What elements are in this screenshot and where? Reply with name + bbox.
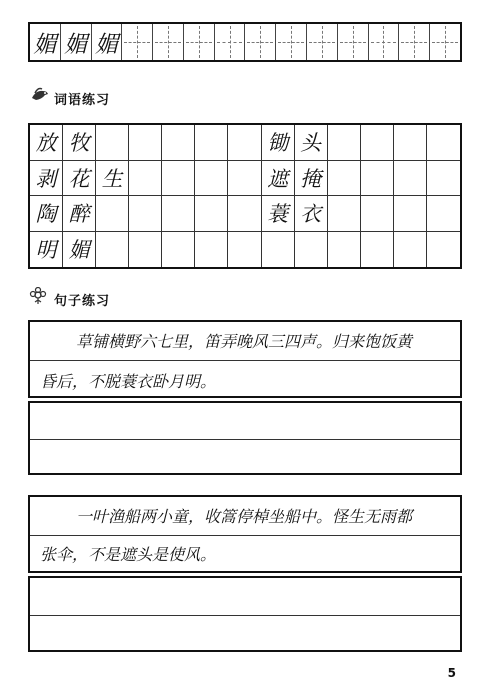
empty-practice-cell xyxy=(129,161,162,197)
empty-practice-cell xyxy=(295,232,328,268)
empty-practice-cell xyxy=(195,196,228,232)
word-character: 牧 xyxy=(63,125,96,161)
practice-cell xyxy=(245,24,276,60)
empty-practice-cell xyxy=(162,125,195,161)
empty-practice-cell xyxy=(328,232,361,268)
practice-character: 媚 xyxy=(64,31,88,58)
empty-practice-cell xyxy=(361,196,394,232)
empty-practice-cell xyxy=(262,232,295,268)
practice-cell xyxy=(369,24,400,60)
flower-icon xyxy=(28,287,48,309)
character-practice-row xyxy=(28,22,462,62)
empty-practice-cell xyxy=(96,232,129,268)
model-sentence-box xyxy=(28,495,462,573)
word-character: 锄 xyxy=(262,125,295,161)
word-character: 掩 xyxy=(295,161,328,197)
word-character: 陶 xyxy=(30,196,63,232)
empty-practice-cell xyxy=(195,232,228,268)
word-section-title: 词语练习 xyxy=(54,93,111,108)
empty-practice-cell xyxy=(129,125,162,161)
practice-cell xyxy=(399,24,430,60)
empty-practice-cell xyxy=(162,232,195,268)
empty-practice-cell xyxy=(361,232,394,268)
word-character: 放 xyxy=(30,125,63,161)
empty-practice-cell xyxy=(427,125,460,161)
sentence-section-title: 句子练习 xyxy=(54,294,111,309)
poem-line: 昏后，不脱蓑衣卧月明。 xyxy=(40,372,217,391)
empty-practice-cell xyxy=(427,161,460,197)
model-sentence-box xyxy=(28,320,462,398)
empty-practice-cell xyxy=(162,161,195,197)
bird-icon xyxy=(30,86,50,108)
practice-cell xyxy=(153,24,184,60)
empty-practice-cell xyxy=(228,125,261,161)
practice-character: 媚 xyxy=(94,31,118,58)
empty-practice-cell xyxy=(328,161,361,197)
empty-practice-cell xyxy=(228,196,261,232)
word-character: 头 xyxy=(295,125,328,161)
practice-cell xyxy=(122,24,153,60)
empty-practice-cell xyxy=(96,125,129,161)
empty-practice-cell xyxy=(394,161,427,197)
writing-practice-box[interactable] xyxy=(28,576,462,652)
word-character: 蓑 xyxy=(262,196,295,232)
word-character: 遮 xyxy=(262,161,295,197)
word-character: 花 xyxy=(63,161,96,197)
empty-practice-cell xyxy=(361,161,394,197)
practice-cell xyxy=(215,24,246,60)
empty-practice-cell xyxy=(195,161,228,197)
empty-practice-cell xyxy=(96,196,129,232)
practice-cell xyxy=(184,24,215,60)
practice-character: 媚 xyxy=(33,31,57,58)
empty-practice-cell xyxy=(162,196,195,232)
writing-practice-box[interactable] xyxy=(28,401,462,475)
empty-practice-cell xyxy=(361,125,394,161)
practice-cell xyxy=(338,24,369,60)
page-number: 5 xyxy=(447,666,456,680)
empty-practice-cell xyxy=(328,196,361,232)
word-character: 明 xyxy=(30,232,63,268)
empty-practice-cell xyxy=(394,232,427,268)
word-character: 醉 xyxy=(63,196,96,232)
empty-practice-cell xyxy=(195,125,228,161)
poem-line: 草铺横野六七里，笛弄晚风三四声。归来饱饭黄 xyxy=(76,332,413,351)
empty-practice-cell xyxy=(427,196,460,232)
empty-practice-cell xyxy=(129,196,162,232)
practice-cell xyxy=(92,24,123,60)
word-character: 剥 xyxy=(30,161,63,197)
empty-practice-cell xyxy=(427,232,460,268)
practice-cell xyxy=(307,24,338,60)
word-character: 衣 xyxy=(295,196,328,232)
poem-line: 一叶渔船两小童，收篙停棹坐船中。怪生无雨都 xyxy=(76,507,413,526)
empty-practice-cell xyxy=(228,161,261,197)
practice-cell xyxy=(276,24,307,60)
poem-line: 张伞，不是遮头是使风。 xyxy=(40,545,217,564)
empty-practice-cell xyxy=(394,196,427,232)
practice-cell xyxy=(61,24,92,60)
practice-cell xyxy=(430,24,460,60)
word-practice-grid xyxy=(28,123,462,269)
word-character: 生 xyxy=(96,161,129,197)
empty-practice-cell xyxy=(328,125,361,161)
empty-practice-cell xyxy=(394,125,427,161)
practice-cell xyxy=(30,24,61,60)
empty-practice-cell xyxy=(129,232,162,268)
empty-practice-cell xyxy=(228,232,261,268)
word-character: 媚 xyxy=(63,232,96,268)
